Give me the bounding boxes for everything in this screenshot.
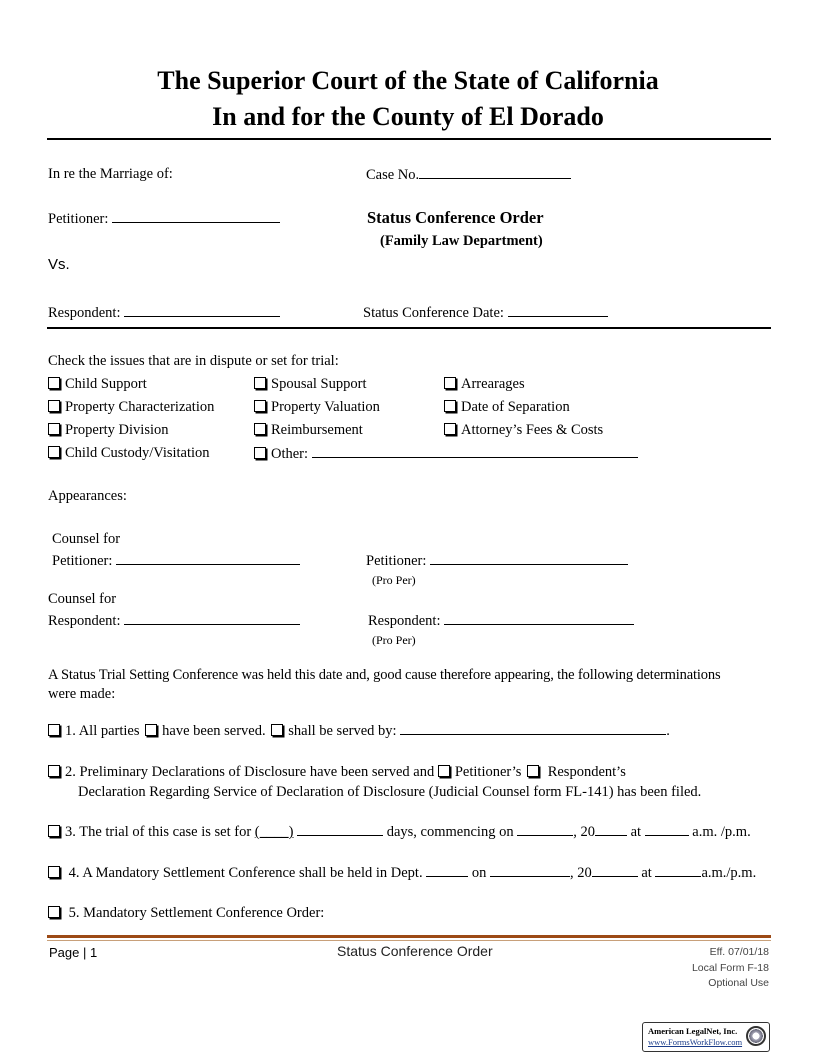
item1-served-label: have been served. bbox=[162, 723, 266, 739]
item4-prefix: 4. A Mandatory Settlement Conference shall be held in Dept. bbox=[68, 865, 423, 881]
respondent-pro-per-field[interactable] bbox=[368, 612, 634, 630]
footer-divider-thin bbox=[47, 940, 771, 941]
footer-title: Status Conference Order bbox=[337, 943, 493, 959]
item1-shall-label: shall be served by: bbox=[288, 723, 397, 739]
petitioner-line[interactable] bbox=[112, 210, 280, 223]
checkbox-icon[interactable] bbox=[444, 377, 456, 389]
checkbox-icon[interactable] bbox=[254, 377, 266, 389]
item4-dept-line[interactable] bbox=[426, 864, 468, 877]
item2-respondent-checkbox-icon[interactable] bbox=[527, 765, 539, 777]
item4-date-line[interactable] bbox=[490, 864, 570, 877]
logo-website-link[interactable]: www.FormsWorkFlow.com bbox=[648, 1037, 743, 1047]
item4-year-line[interactable] bbox=[592, 864, 638, 877]
legalnet-logo[interactable] bbox=[642, 1022, 770, 1052]
item1-served-checkbox-icon[interactable] bbox=[145, 724, 157, 736]
conference-date-field[interactable] bbox=[363, 304, 608, 322]
issue-property-valuation[interactable] bbox=[254, 399, 380, 416]
determinations-intro-1: A Status Trial Setting Conference was held this date and, good cause therefore appearing, the following determinations bbox=[48, 667, 721, 683]
court-title-line2: In and for the County of El Dorado bbox=[212, 102, 604, 131]
item3-year-label: , 20 bbox=[573, 824, 595, 840]
page-number: Page | 1 bbox=[49, 945, 98, 960]
issue-property-characterization[interactable] bbox=[48, 399, 214, 416]
item3-days-label: days, commencing on bbox=[386, 824, 514, 840]
determination-3 bbox=[48, 823, 751, 841]
checkbox-icon[interactable] bbox=[254, 400, 266, 412]
order-title: Status Conference Order bbox=[367, 208, 544, 227]
issue-child-support[interactable] bbox=[48, 376, 147, 393]
issue-label: Spousal Support bbox=[271, 376, 367, 392]
checkbox-icon[interactable] bbox=[48, 423, 60, 435]
item4-checkbox-icon[interactable] bbox=[48, 866, 60, 878]
item5-label: 5. Mandatory Settlement Conference Order: bbox=[68, 905, 325, 921]
case-no-line[interactable] bbox=[419, 166, 571, 179]
checkbox-icon[interactable] bbox=[48, 377, 60, 389]
caption-divider bbox=[47, 327, 771, 329]
counsel-respondent-label: Respondent: bbox=[48, 613, 121, 629]
appearances-label: Appearances: bbox=[48, 488, 127, 504]
counsel-respondent-field[interactable] bbox=[48, 612, 300, 630]
determination-2 bbox=[48, 764, 626, 781]
conference-date-line[interactable] bbox=[508, 304, 608, 317]
issue-label: Arrearages bbox=[461, 376, 525, 392]
item3-prefix: 3. The trial of this case is set for bbox=[65, 824, 252, 840]
item2-prefix: 2. Preliminary Declarations of Disclosure have been served and bbox=[65, 764, 435, 780]
determinations-intro-2: were made: bbox=[48, 686, 116, 702]
issue-label: Reimbursement bbox=[271, 422, 363, 438]
petitioner-pro-per-field[interactable] bbox=[366, 552, 628, 570]
logo-globe-icon bbox=[746, 1026, 766, 1046]
issue-property-division[interactable] bbox=[48, 422, 169, 439]
logo-company-name: American LegalNet, Inc. bbox=[648, 1026, 738, 1036]
footer-form-number: Local Form F-18 bbox=[691, 962, 769, 974]
petitioner-label: Petitioner: bbox=[48, 211, 109, 227]
item3-ampm-label: a.m. /p.m. bbox=[692, 824, 751, 840]
issue-label: Attorney’s Fees & Costs bbox=[461, 422, 604, 438]
petitioner-pro-per-line[interactable] bbox=[430, 552, 628, 565]
counsel-respondent-line[interactable] bbox=[124, 612, 300, 625]
issue-date-of-separation[interactable] bbox=[444, 399, 570, 416]
respondent-field[interactable] bbox=[48, 304, 280, 322]
other-line[interactable] bbox=[312, 445, 638, 458]
issues-intro: Check the issues that are in dispute or set for trial: bbox=[48, 353, 339, 369]
item3-paren-field[interactable]: (____) bbox=[254, 824, 294, 840]
item5-checkbox-icon[interactable] bbox=[48, 906, 60, 918]
header-divider bbox=[47, 138, 771, 140]
footer-effective-date: Eff. 07/01/18 bbox=[709, 946, 769, 958]
item4-time-line[interactable] bbox=[655, 864, 701, 877]
item1-prefix: 1. All parties bbox=[65, 723, 140, 739]
footer-divider bbox=[47, 935, 771, 938]
item2-checkbox-icon[interactable] bbox=[48, 765, 60, 777]
respondent-appearance-label: Respondent: bbox=[368, 613, 441, 629]
respondent-line[interactable] bbox=[124, 304, 280, 317]
determination-5 bbox=[48, 905, 324, 922]
issue-other[interactable] bbox=[254, 445, 638, 463]
case-no-label: Case No. bbox=[366, 167, 420, 183]
petitioner-field[interactable] bbox=[48, 210, 280, 228]
vs-label: Vs. bbox=[48, 256, 70, 273]
issue-attorney-fees[interactable] bbox=[444, 422, 603, 439]
issue-label: Property Characterization bbox=[65, 399, 215, 415]
issue-label: Other: bbox=[271, 446, 309, 462]
item4-on-label: on bbox=[471, 865, 487, 881]
item4-ampm-label: a.m./p.m. bbox=[701, 865, 757, 881]
issue-arrearages[interactable] bbox=[444, 376, 525, 393]
checkbox-icon[interactable] bbox=[48, 400, 60, 412]
counsel-for-label-1: Counsel for bbox=[52, 531, 121, 547]
issue-label: Child Support bbox=[65, 376, 147, 392]
item4-year-label: , 20 bbox=[569, 865, 592, 881]
conference-date-label: Status Conference Date: bbox=[363, 305, 504, 321]
counsel-for-label-2: Counsel for bbox=[48, 591, 117, 607]
item1-shall-checkbox-icon[interactable] bbox=[271, 724, 283, 736]
issue-spousal-support[interactable] bbox=[254, 376, 366, 393]
issue-reimbursement[interactable] bbox=[254, 422, 363, 439]
checkbox-icon[interactable] bbox=[444, 423, 456, 435]
petitioner-appearance-label: Petitioner: bbox=[366, 553, 427, 569]
petitioner-pro-per-note: (Pro Per) bbox=[372, 573, 416, 587]
checkbox-icon[interactable] bbox=[254, 447, 266, 459]
footer-optional-use: Optional Use bbox=[708, 977, 769, 989]
order-subtitle: (Family Law Department) bbox=[380, 233, 543, 249]
item3-checkbox-icon[interactable] bbox=[48, 825, 60, 837]
determination-4 bbox=[48, 864, 756, 882]
counsel-petitioner-line[interactable] bbox=[116, 552, 300, 565]
item3-time-line[interactable] bbox=[645, 823, 689, 836]
issue-label: Property Division bbox=[65, 422, 169, 438]
checkbox-icon[interactable] bbox=[48, 446, 60, 458]
respondent-pro-per-note: (Pro Per) bbox=[372, 633, 416, 647]
issue-label: Date of Separation bbox=[461, 399, 570, 415]
item2-petitioner-label: Petitioner’s bbox=[454, 764, 522, 780]
issue-label: Property Valuation bbox=[271, 399, 380, 415]
item2-respondent-label: Respondent’s bbox=[547, 764, 626, 780]
respondent-label: Respondent: bbox=[48, 305, 121, 321]
issue-child-custody[interactable] bbox=[48, 445, 210, 462]
item3-date-line[interactable] bbox=[517, 823, 573, 836]
marriage-label: In re the Marriage of: bbox=[48, 166, 173, 182]
item3-days-line[interactable] bbox=[297, 823, 383, 836]
item1-served-by-line[interactable] bbox=[400, 722, 666, 735]
checkbox-icon[interactable] bbox=[254, 423, 266, 435]
determination-2-line2: Declaration Regarding Service of Declaration of Disclosure (Judicial Counsel form FL-141) has been filed. bbox=[78, 784, 702, 800]
item1-checkbox-icon[interactable] bbox=[48, 724, 60, 736]
counsel-petitioner-label: Petitioner: bbox=[52, 553, 113, 569]
court-title-line1: The Superior Court of the State of California bbox=[157, 66, 659, 95]
item4-at-label: at bbox=[641, 865, 652, 881]
issue-label: Child Custody/Visitation bbox=[65, 445, 210, 461]
item1-end: . bbox=[666, 723, 670, 739]
item3-at-label: at bbox=[630, 824, 642, 840]
counsel-petitioner-field[interactable] bbox=[52, 552, 300, 570]
checkbox-icon[interactable] bbox=[444, 400, 456, 412]
respondent-pro-per-line[interactable] bbox=[444, 612, 634, 625]
item3-year-line[interactable] bbox=[595, 823, 627, 836]
item2-petitioner-checkbox-icon[interactable] bbox=[438, 765, 450, 777]
determination-1 bbox=[48, 722, 670, 740]
case-no-field[interactable] bbox=[366, 166, 571, 184]
